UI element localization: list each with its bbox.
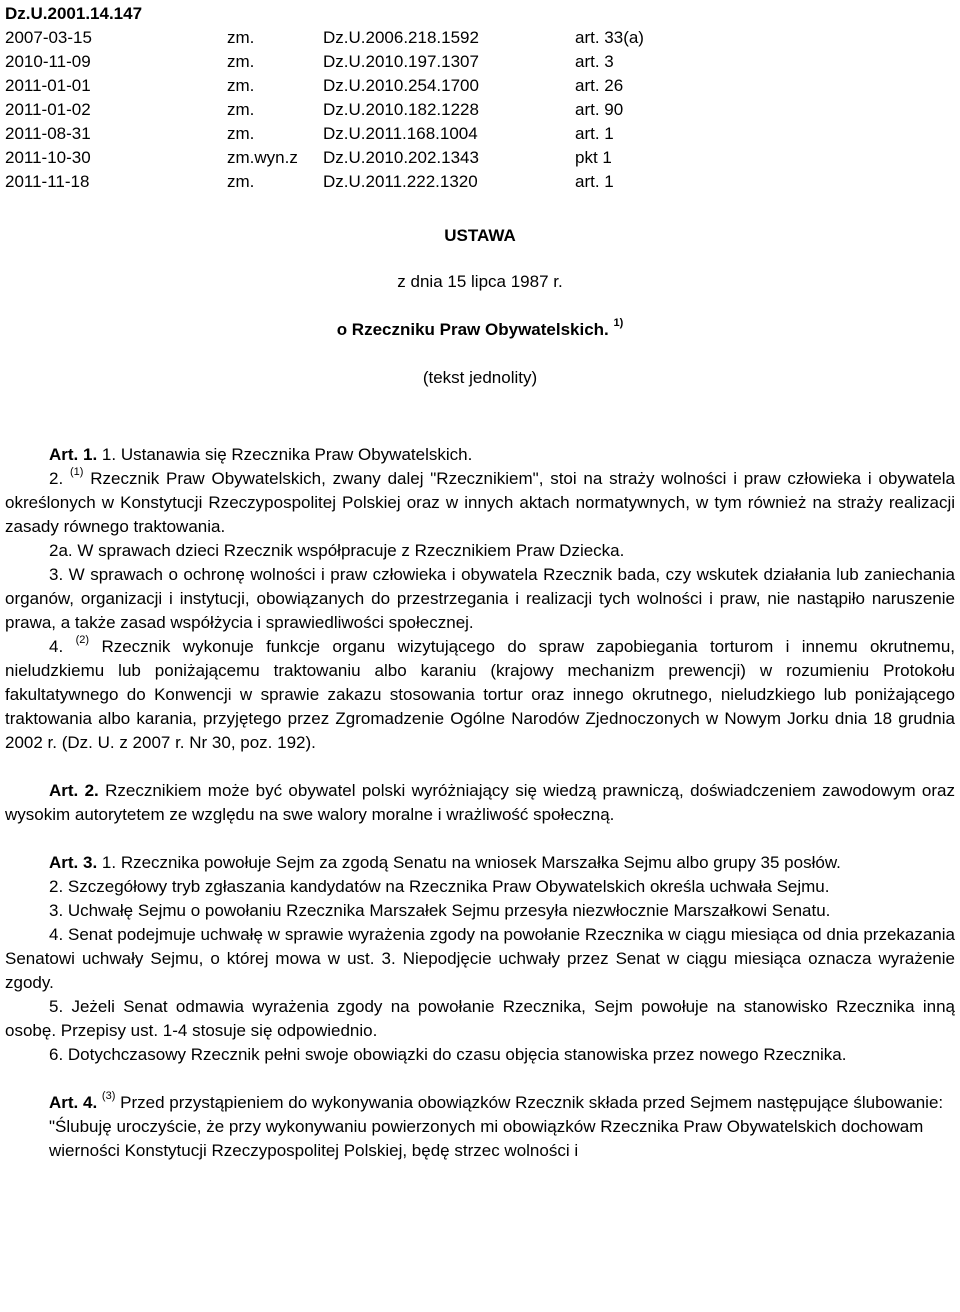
amendment-row — [5, 50, 735, 74]
para-number: 2. — [49, 469, 64, 488]
document-page — [5, 0, 955, 1163]
article-1-para-1 — [5, 443, 955, 467]
amendment-kind: zm. — [227, 100, 255, 119]
amendment-date: 2007-03-15 — [5, 28, 92, 47]
amendment-journal-ref: Dz.U.2010.254.1700 — [323, 76, 479, 95]
article-3-label: Art. 3. — [49, 853, 98, 872]
amendment-article: art. 1 — [575, 124, 614, 143]
amendment-journal-ref: Dz.U.2011.168.1004 — [323, 124, 478, 143]
article-3-para-1 — [5, 851, 955, 875]
amendment-article: art. 26 — [575, 76, 624, 95]
para-text: Ustanawia się Rzecznika Praw Obywatelskich. — [120, 445, 473, 464]
article-2-label: Art. 2. — [49, 781, 99, 800]
para-number: 4. — [49, 637, 64, 656]
article-3 — [5, 851, 955, 1067]
amendment-kind: zm. — [227, 52, 255, 71]
amendment-journal-ref: Dz.U.2011.222.1320 — [323, 172, 478, 191]
amendment-article: art. 33(a) — [575, 28, 644, 47]
amendment-kind: zm. — [227, 28, 255, 47]
amendments-table — [5, 26, 735, 194]
article-2 — [5, 779, 955, 827]
amendment-journal-ref: Dz.U.2010.182.1228 — [323, 100, 479, 119]
oath-text: "Ślubuję uroczyście, że przy wykonywaniu powierzonych mi obowiązków Rzecznika Praw Obywatelskich dochowam wierności Konstytucji Rzeczypospolitej Polskiej, będę strzec wolności i — [49, 1117, 924, 1160]
act-subject — [5, 318, 955, 342]
para-text: Rzecznik Praw Obywatelskich, zwany dalej "Rzecznikiem", stoi na straży wolności i praw człowieka i obywatela określonych w Konstytucji Rzeczypospolitej Polskiej oraz w innych aktach normatywnych, w tym również na straży realizacji zasady równego traktowania. — [5, 469, 955, 536]
article-1-para-4 — [5, 635, 955, 755]
amendment-date: 2011-10-30 — [5, 148, 91, 167]
article-3-para-4: 4. Senat podejmuje uchwałę w sprawie wyrażenia zgody na powołanie Rzecznika w ciągu miesiąca od dnia przekazania Senatowi uchwały Sejmu, o której mowa w ust. 3. Niepodjęcie uchwały przez Senat w ciągu miesiąca oznacza wyrażenie zgody. — [5, 925, 955, 992]
article-1-para-2 — [5, 467, 955, 539]
act-status: (tekst jednolity) — [422, 368, 538, 387]
article-3-para-2: 2. Szczegółowy tryb zgłaszania kandydatów na Rzecznika Praw Obywatelskich określa uchwała Sejmu. — [49, 877, 830, 896]
amendment-date: 2011-11-18 — [5, 172, 90, 191]
amendment-row — [5, 122, 735, 146]
article-1-para-2a: 2a. W sprawach dzieci Rzecznik współpracuje z Rzecznikiem Praw Dziecka. — [49, 541, 625, 560]
act-type: USTAWA — [444, 226, 516, 245]
para-text: Rzecznik wykonuje funkcje organu wizytującego do spraw zapobiegania torturom i innemu okrutnemu, nieludzkiemu lub poniżającemu traktowaniu albo karaniu (krajowy mechanizm prewencji) w rozumieniu Protokołu fakultatywnego do Konwencji w sprawie zakazu stosowania tortur oraz innego okrutnego, nieludzkiego lub poniżającego traktowania albo karania, przyjętego przez Zgromadzenie Ogólne Narodów Zjednoczonych w Nowym Jorku dnia 18 grudnia 2002 r. (Dz. U. z 2007 r. Nr 30, poz. 192). — [5, 637, 956, 752]
footnote-ref: (2) — [75, 634, 90, 647]
footnote-ref: (3) — [101, 1090, 116, 1103]
article-4 — [5, 1091, 955, 1163]
amendment-date: 2011-01-01 — [5, 76, 91, 95]
amendment-journal-ref: Dz.U.2010.202.1343 — [323, 148, 479, 167]
para-text: 1. Rzecznika powołuje Sejm za zgodą Senatu na wniosek Marszałka Sejmu albo grupy 35 posłów. — [101, 853, 841, 872]
article-4-intro — [5, 1091, 955, 1115]
amendment-date: 2011-01-02 — [5, 100, 91, 119]
amendment-date: 2011-08-31 — [5, 124, 91, 143]
amendment-article: art. 3 — [575, 52, 614, 71]
amendment-article: art. 1 — [575, 172, 614, 191]
amendment-kind: zm. — [227, 124, 255, 143]
amendment-row — [5, 146, 735, 170]
amendment-row — [5, 98, 735, 122]
amendment-kind: zm.wyn.z — [227, 148, 298, 167]
article-1-para-3: 3. W sprawach o ochronę wolności i praw człowieka i obywatela Rzecznik bada, czy wskutek działania lub zaniechania organów, organizacji i instytucji, obowiązanych do przestrzegania i realizacji tych wolności i praw, nie nastąpiło naruszenie prawa, a także zasad współżycia i sprawiedliwości społecznej. — [5, 565, 955, 632]
article-4-text: Przed przystąpieniem do wykonywania obowiązków Rzecznik składa przed Sejmem następujące ślubowanie: — [120, 1093, 944, 1112]
amendment-row — [5, 26, 735, 50]
amendment-article: art. 90 — [575, 100, 624, 119]
amendment-kind: zm. — [227, 172, 255, 191]
amendment-kind: zm. — [227, 76, 255, 95]
act-subject-text: o Rzeczniku Praw Obywatelskich. — [336, 320, 609, 339]
footnote-ref: 1) — [613, 317, 624, 330]
journal-reference: Dz.U.2001.14.147 — [5, 4, 143, 23]
article-1 — [5, 443, 955, 755]
article-3-para-6: 6. Dotychczasowy Rzecznik pełni swoje obowiązki do czasu objęcia stanowiska przez nowego Rzecznika. — [49, 1045, 847, 1064]
amendment-journal-ref: Dz.U.2006.218.1592 — [323, 28, 479, 47]
footnote-ref: (1) — [69, 466, 84, 479]
act-date: z dnia 15 lipca 1987 r. — [397, 272, 563, 291]
article-3-para-3: 3. Uchwałę Sejmu o powołaniu Rzecznika Marszałek Sejmu przesyła niezwłocznie Marszałkowi Senatu. — [49, 901, 831, 920]
amendment-journal-ref: Dz.U.2010.197.1307 — [323, 52, 479, 71]
article-4-label: Art. 4. — [49, 1093, 98, 1112]
para-number: 1. — [101, 445, 117, 464]
amendment-row — [5, 170, 735, 194]
amendment-row — [5, 74, 735, 98]
article-3-para-5: 5. Jeżeli Senat odmawia wyrażenia zgody na powołanie Rzecznika, Sejm powołuje na stanowisko Rzecznika inną osobę. Przepisy ust. 1-4 stosuje się odpowiednio. — [5, 997, 955, 1040]
article-2-text: Rzecznikiem może być obywatel polski wyróżniający się wiedzą prawniczą, doświadczeniem zawodowym oraz wysokim autorytetem ze względu na swe walory moralne i wrażliwość społeczną. — [5, 781, 955, 824]
article-1-label: Art. 1. — [49, 445, 98, 464]
amendment-date: 2010-11-09 — [5, 52, 91, 71]
amendment-article: pkt 1 — [575, 148, 612, 167]
